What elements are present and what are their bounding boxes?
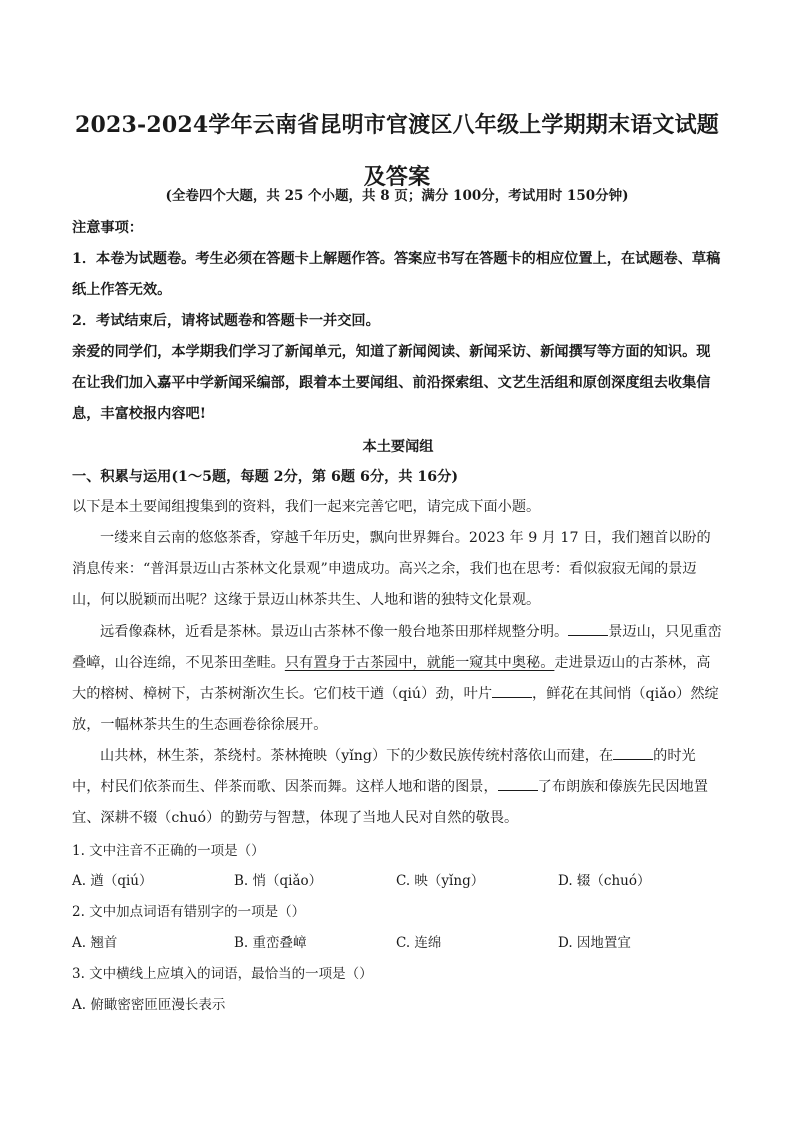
question-1-option-b: B. 悄（qiǎo） [234,873,323,889]
fill-blank-4 [498,776,538,791]
question-1-option-d: D. 辍（chuó） [558,873,651,889]
p2-text-d: ，鲜花在其间悄（qiǎo）然绽放，一幅林茶共生的生态画卷徐徐展开。 [72,686,719,733]
notice-item-1: 1．本卷为试题卷。考生必须在答题卡上解题作答。答案应书写在答题卡的相应位置上，在试题卷、草稿纸上作答无效。 [72,251,721,298]
question-2-options [72,928,724,959]
question-2-option-a: A. 翘首 [72,935,118,951]
question-2-option-d: D. 因地置宜 [558,935,631,951]
question-3-option-a: A. 俯瞰密密匝匝漫长表示 [72,997,226,1013]
notice-item-2: 2．考试结束后，请将试题卷和答题卡一并交回。 [72,313,380,329]
instruction: 以下是本土要闻组搜集到的资料，我们一起来完善它吧，请完成下面小题。 [72,499,541,515]
p3-text-c: 了布朗族和傣族先民因地置宜、深耕不辍（chuó）的勤劳与智慧，体现了当地人民对自然的敬畏。 [72,779,708,826]
question-1-option-a: A. 遒（qiú） [72,873,153,889]
underlined-sentence: 只有置身于古茶园中，就能一窥其中奥秘。 [284,655,555,671]
notice-heading: 注意事项： [72,220,143,236]
group-title: 本土要闻组 [362,439,434,455]
question-1-stem: 1. 文中注音不正确的一项是（） [72,843,265,859]
p3-text-b: 的时光中，村民们依茶而生、伴茶而歌、因茶而舞。这样人地和谐的图景， [72,748,696,795]
fill-blank-3 [613,745,653,760]
p2-text-c: 走进景迈山的古茶林，高大的榕树、樟树下，古茶树渐次生长。它们枝干遒（qiú）劲，叶片 [72,655,711,702]
passage-paragraph-3 [72,741,724,834]
question-1-options [72,866,724,897]
document-title: 2023-2024学年云南省昆明市官渡区八年级上学期期末语文试题及答案 [75,112,719,190]
question-2-option-b: B. 重峦叠嶂 [234,935,307,951]
fill-blank-1 [568,621,608,636]
passage-paragraph-1: 一缕来自云南的悠悠茶香，穿越千年历史，飘向世界舞台。2023 年 9 月 17 日，我们翘首以盼的消息传来：“普洱景迈山古茶林文化景观”申遗成功。高兴之余，我们也在思考：看似寂寂无闻的景迈山，何以脱颖而出呢？这缘于景迈山林茶共生、人地和谐的独特文化景观。 [72,530,711,608]
intro-paragraph: 亲爱的同学们，本学期我们学习了新闻单元，知道了新闻阅读、新闻采访、新闻撰写等方面的知识。现在让我们加入嘉平中学新闻采编部，跟着本土要闻组、前沿探索组、文艺生活组和原创深度组去收集信息，丰富校报内容吧! [72,344,711,422]
p2-text-b: 景迈山，只见重峦叠嶂，山谷连绵，不见茶田垄畦。 [72,624,722,671]
fill-blank-2 [492,683,532,698]
p3-text-a: 山共林，林生茶，茶绕村。茶林掩映（yǐng）下的少数民族传统村落依山而建，在 [100,748,614,764]
question-1-option-c: C. 映（yǐng） [396,873,485,889]
question-3-stem: 3. 文中横线上应填入的词语，最恰当的一项是（） [72,966,373,982]
part-title: 一、积累与运用(1～5题，每题 2分，第 6题 6分，共 16分) [72,469,459,485]
question-3-options [72,990,724,1021]
question-2-stem: 2. 文中加点词语有错别字的一项是（） [72,904,306,920]
passage-paragraph-2 [72,617,724,741]
exam-info: (全卷四个大题，共 25 个小题，共 8 页；满分 100分，考试用时 150分钟) [165,188,629,204]
question-2-option-c: C. 连绵 [396,935,442,951]
p2-text-a: 远看像森林，近看是茶林。景迈山古茶林不像一般台地茶田那样规整分明。 [100,624,569,640]
